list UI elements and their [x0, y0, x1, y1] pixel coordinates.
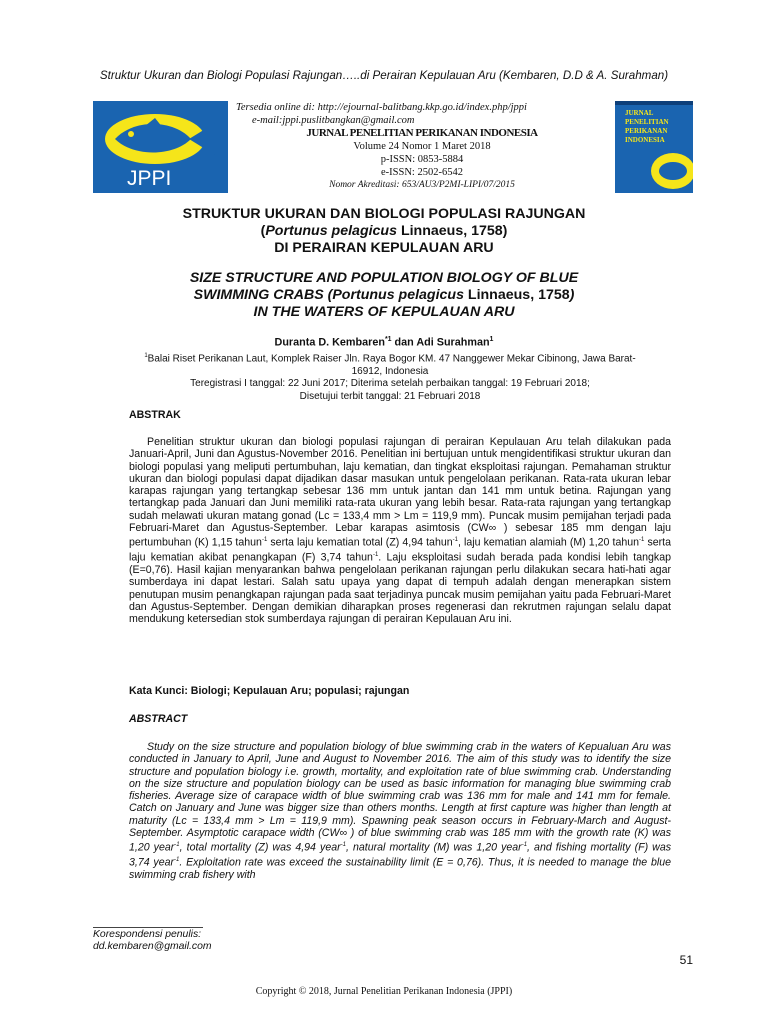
journal-volume: Volume 24 Nomor 1 Maret 2018 — [353, 141, 491, 152]
journal-email: e-mail:jppi.puslitbangkan@gmail.com — [252, 115, 415, 126]
abstract-heading: ABSTRACT — [129, 713, 188, 725]
journal-header — [232, 101, 612, 192]
keywords: Kata Kunci: Biologi; Kepulauan Aru; populasi; rajungan — [129, 685, 410, 697]
journal-name: JURNAL PENELITIAN PERIKANAN INDONESIA — [306, 127, 538, 139]
abstract-body: Study on the size structure and population biology of blue swimming crab in the waters of Kepualuan Aru was conducted in January to April, June and August to November 2016. The aim of this study was to identify the size structure and population biology i.e. growth, mortality, and exploitation rate of blue swimming crab. Understanding on the size structure and population biology can be used as basic information for managing blue swimming crab fisheries. Average size of carapace width of blue swimming crab was 136 mm for male and 141 mm for female. Catch on January and June was bigger size than others months. Length at first capture was higher than length at maturity (Lc = 133,4 mm > Lm = 119,9 mm). Spawning peak season occurs in February-March and August-September. Asymptotic carapace width (CW∞ ) of blue swimming crab was 185 mm with the growth rate (K) was 1,20 year$^{-1}$, total mortality (Z) was 4,94 year$^{-1}$, natural mortality (M) was 1,20 year$^{-1}$, and fishing mortality (F) was 3,74 year$^{-1}$. Exploitation rate was exceed the sustainability limit (E = 0,76). Thus, it is needed to manage the blue swimming crab fishery with — [129, 741, 672, 882]
journal-p-issn: p-ISSN: 0853-5884 — [380, 154, 464, 165]
abstrak-heading: ABSTRAK — [129, 409, 181, 421]
cover-title: JURNAL PENELITIAN PERIKANAN INDONESIA — [625, 109, 669, 144]
journal-e-issn: e-ISSN: 2502-6542 — [381, 167, 463, 178]
available-online: Tersedia online di: http://ejournal-balitbang.kkp.go.id/index.php/jppi — [236, 102, 527, 113]
logo-text: JPPI — [127, 167, 172, 190]
jppi-logo — [93, 101, 228, 193]
authors: Duranta D. Kembaren$^{*1}$ dan Adi Surahman$^1$ — [274, 336, 494, 349]
affiliation: $^1$Balai Riset Perikanan Laut, Komplek Raiser Jln. Raya Bogor KM. 47 Nanggewer Mekar Cibinong, Jawa Barat-16912, Indonesia Teregistrasi I tanggal: 22 Juni 2017; Diterima setelah perbaikan tanggal: 19 Februari 2018; Disetujui terbit tanggal: 21 Februari 2018 — [144, 353, 636, 402]
page-number: 51 — [679, 953, 693, 967]
title-english: SIZE STRUCTURE AND POPULATION BIOLOGY OF BLUE SWIMMING CRABS (Portunus pelagicus Linnaeus, 1758) IN THE WATERS OF KEPULAUAN ARU — [189, 270, 579, 320]
footnote: Korespondensi penulis: dd.kembaren@gmail.com — [93, 929, 212, 953]
footnote-rule — [93, 927, 203, 928]
journal-cover — [615, 101, 693, 193]
journal-accreditation: Nomor Akreditasi: 653/AU3/P2MI-LIPI/07/2015 — [329, 180, 515, 190]
running-head: Struktur Ukuran dan Biologi Populasi Rajungan…..di Perairan Kepulauan Aru (Kembaren, D.D & A. Surahman) — [99, 69, 669, 82]
copyright: Copyright © 2018, Jurnal Penelitian Perikanan Indonesia (JPPI) — [255, 986, 513, 997]
title-indonesian: STRUKTUR UKURAN DAN BIOLOGI POPULASI RAJUNGAN (Portunus pelagicus Linnaeus, 1758) DI PERAIRAN KEPULAUAN ARU — [182, 206, 586, 256]
abstrak-body: Penelitian struktur ukuran dan biologi populasi rajungan di perairan Kepulauan Aru telah dilakukan pada Januari-April, Juni dan Agustus-November 2016. Penelitian ini bertujuan untuk mengidentifikasi struktur ukuran dan biologi populasi yang meliputi pertumbuhan, laju kematian, dan tingkat eksploitasi rajungan. Pemahaman struktur ukuran dan biologi populasi dapat dijadikan dasar masukan untuk pengelolaan perikanan. Rata-rata ukuran lebar karapas rajungan yang tertangkap sebesar 136 mm untuk jantan dan 141 mm untuk betina. Rajungan yang tertangkap pada Januari dan Juni memiliki rata-rata ukuran yang lebih besar. Rata-rata rajungan yang tertangkap sudah melawati ukuran matang gonad (Lc = 133,4 mm > Lm = 119,9 mm). Puncak musim pemijahan terjadi pada Februari-Maret dan Agustus-September. Lebar karapas asimtosis (CW∞ ) sebesar 185 mm dengan laju pertumbuhan (K) 1,15 tahun$^{-1}$ serta laju kematian total (Z) 4,94 tahun$^{-1}$, laju kematian alamiah (M) 1,20 tahun$^{-1}$ serta laju kematian akibat penangkapan (F) 3,74 tahun$^{-1}$. Laju eksploitasi sudah berada pada kondisi lebih tangkap (E=0,76). Hasil kajian menyarankan bahwa pengelolaan perikanan rajungan perlu dilakukan secara hati-hati agar sumberdaya ini dapat lestari. Salah satu upaya yang dapat di tempuh adalah dengan menerapkan sistem penutupan musim penangkapan rajungan pada saat terjadinya puncak musim pemijahan yaitu pada Februari-Maret dan Agustus-September. Dengan demikian diharapkan proses regenerasi dan rekrutmen rajungan selalu dapat mendukung ketersedian stok sumberdaya rajungan di perairan Kepulauan Aru ini. — [129, 436, 672, 626]
correspondence-email[interactable]: dd.kembaren@gmail.com — [93, 941, 212, 953]
